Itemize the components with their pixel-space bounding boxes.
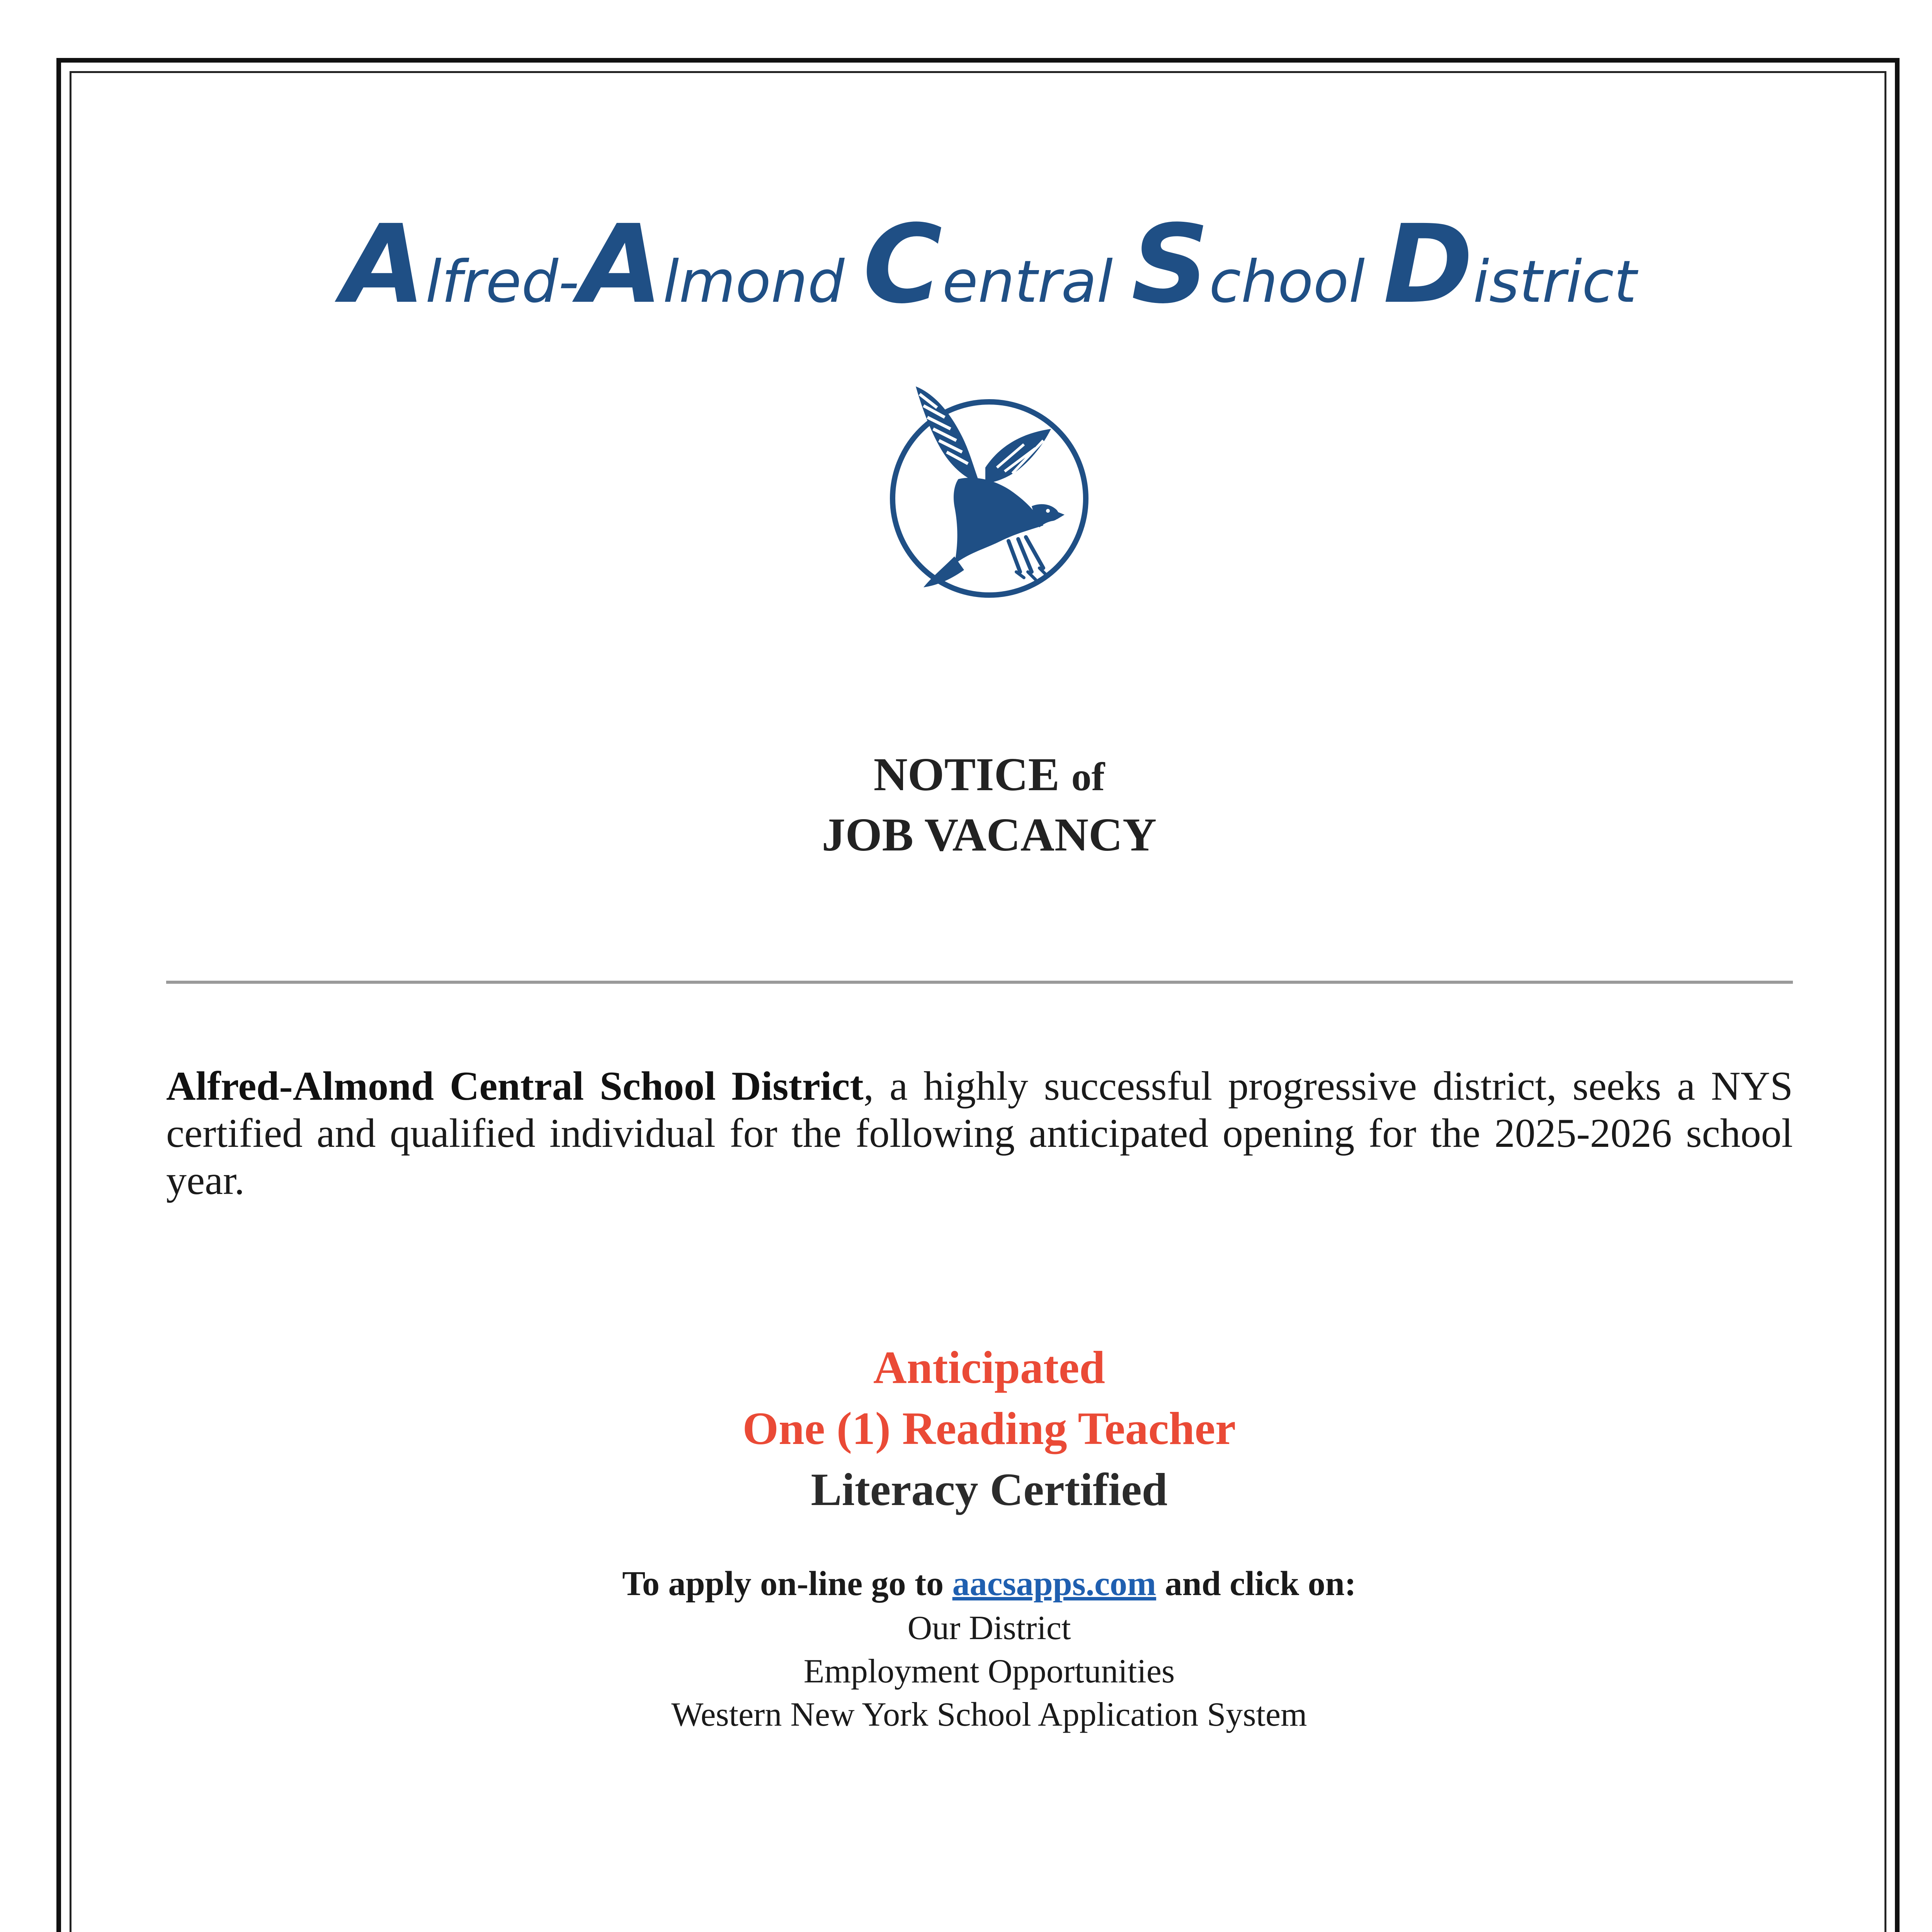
position-block — [0, 1337, 1932, 1520]
intro-text: , a highly successful progressive district, seeks a NYS certified and qualified individual for the following anticipated opening for the 2025-2026 school year. — [166, 1063, 1793, 1203]
district-word-5: District — [1383, 202, 1637, 328]
section-divider — [166, 981, 1793, 984]
apply-prefix: To apply on-line go to — [622, 1565, 944, 1603]
apply-suffix: and click on: — [1165, 1565, 1356, 1603]
position-status: Anticipated — [873, 1342, 1105, 1393]
notice-title-line2: JOB VACANCY — [821, 809, 1157, 861]
district-word-1: Alfred- — [342, 202, 579, 328]
intro-district-name: Alfred-Almond Central School District — [166, 1063, 864, 1109]
intro-paragraph — [166, 1063, 1793, 1204]
district-word-4: School — [1131, 202, 1383, 328]
apply-step-3: Western New York School Application System — [671, 1696, 1307, 1733]
eagle-logo-icon — [869, 371, 1109, 611]
district-word-3: Central — [863, 202, 1131, 328]
district-name-heading — [0, 201, 1932, 328]
apply-link[interactable]: aacsapps.com — [952, 1565, 1156, 1603]
notice-title — [0, 746, 1932, 864]
position-certification: Literacy Certified — [811, 1464, 1168, 1515]
apply-step-1: Our District — [907, 1609, 1071, 1647]
position-title: One (1) Reading Teacher — [742, 1403, 1236, 1454]
apply-step-2: Employment Opportunities — [803, 1653, 1175, 1690]
apply-instructions — [0, 1561, 1932, 1736]
apply-line — [0, 1561, 1932, 1607]
notice-title-line1: NOTICE of — [873, 748, 1105, 801]
district-word-2: Almond — [579, 202, 863, 328]
